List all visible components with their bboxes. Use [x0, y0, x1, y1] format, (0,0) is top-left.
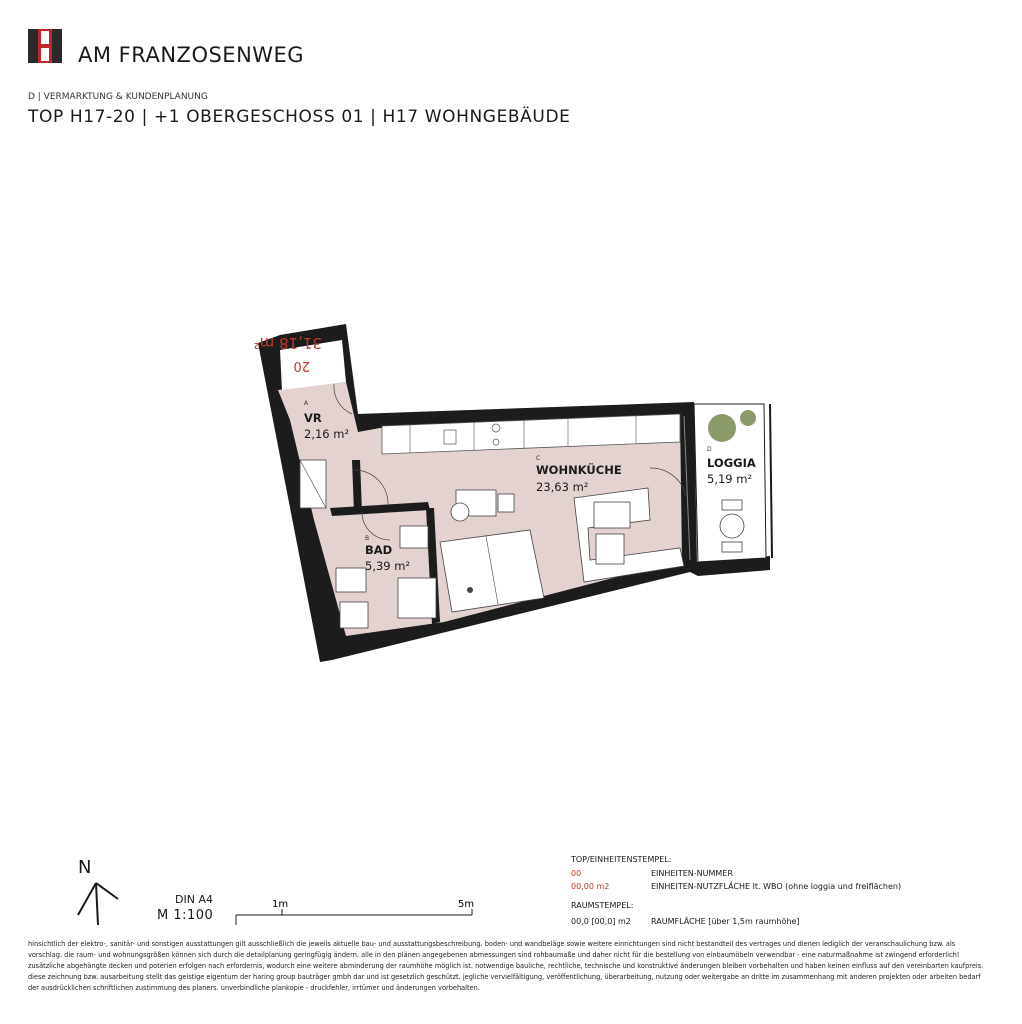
disclaimer-line: zusätzliche abgehängte decken und poterien erfolgen nach erfordernis, wodurch eine weitere abminderung der raumhöhe möglich ist. notwendige bauliche, rechtliche, technische und konstruktive änderungen bleiben vorbehalten und haben keinen einfluss auf den vereinbarten kaufpreis. — [28, 962, 984, 970]
loggia-chair — [722, 542, 742, 552]
disclaimer-line: vorschlag. die raum- und wohnungsgrößen können sich durch die detailplanung geringfügig ändern. alle in den plänen angegebenen abmessungen sind rohbaumaße und daher nicht für die bestellung von einbaumöbeln verwendbar - eine naturmaßnahme ist zwingend erforderlich! — [28, 951, 960, 959]
chair-icon — [498, 494, 514, 512]
legal-disclaimer — [28, 939, 996, 994]
legend-text: EINHEITEN-NUMMER — [651, 869, 733, 878]
room-area-vr: 2,16 m² — [304, 427, 350, 441]
loggia-chair — [722, 500, 742, 510]
room-name-bad: BAD — [365, 543, 393, 557]
room-letter-loggia: D — [707, 446, 712, 453]
legend-code: 00 — [571, 869, 582, 878]
unit-number: 20 — [293, 358, 310, 373]
loggia-plant-icon — [708, 414, 736, 442]
coffee-table — [594, 502, 630, 528]
loggia-plant-icon — [740, 410, 756, 426]
page-title: TOP H17-20 | +1 OBERGESCHOSS 01 | H17 WOHNGEBÄUDE — [28, 107, 571, 127]
washing-machine — [336, 568, 366, 592]
north-label: N — [78, 857, 92, 878]
disclaimer-line: diese zeichnung bzw. ausarbeitung stellt das geistige eigentum der haring group bauträger gmbh dar und ist gesetzlich geschützt. jegliche vervielfältigung, veröffentlichung, überarbeitung, nutzung oder weitergabe an dritte im zusammenhang mit anderen projekten oder arbeiten bedarf — [28, 973, 981, 981]
room-area-loggia: 5,19 m² — [707, 472, 753, 486]
paper-format: DIN A4 — [175, 893, 213, 906]
room-letter-vr: A — [304, 400, 309, 407]
room-name-loggia: LOGGIA — [707, 456, 756, 470]
legend-code: 00,00 m2 — [571, 882, 610, 891]
legend-code: 00,0 [00,0] m2 — [571, 917, 631, 926]
stamp-legend — [571, 854, 1011, 934]
chair-icon — [451, 503, 469, 521]
disclaimer-line: hinsichtlich der elektro-, sanitär- und sonstigen ausstattungen gilt ausschließlich die jeweils aktuelle bau- und ausstattungsbeschreibung. boden- und wandbeläge sowie weitere einrichtungen sind nicht bestandteil des vertrages und dienen lediglich der veranschaulichung bzw. als — [28, 940, 956, 948]
toilet — [340, 602, 368, 628]
room-area-bad: 5,39 m² — [365, 559, 411, 573]
document-kicker: D | VERMARKTUNG & KUNDENPLANUNG — [28, 92, 208, 102]
room-letter-wohnkueche: C — [536, 455, 541, 462]
north-arrow-icon — [70, 855, 126, 927]
scale-label-1m: 1m — [272, 899, 289, 910]
plant-icon — [467, 587, 473, 593]
room-name-wohnkueche: WOHNKÜCHE — [536, 463, 622, 477]
loggia-rail — [770, 404, 772, 558]
scale-label-5m: 5m — [458, 899, 475, 910]
washbasin — [400, 526, 428, 548]
brand-name: AM FRANZOSENWEG — [78, 43, 305, 67]
legend-text: RAUMFLÄCHE [über 1,5m raumhöhe] — [651, 917, 800, 926]
legend-text: EINHEITEN-NUTZFLÄCHE lt. WBO (ohne loggia und freiflächen) — [651, 882, 902, 891]
drawing-scale: M 1:100 — [157, 908, 214, 923]
room-letter-bad: B — [365, 535, 370, 542]
shower — [398, 578, 436, 618]
disclaimer-line: der ausdrücklichen schriftlichen zustimmung des planers. unverbindliche plankopie - druckfehler, irrtümer und änderungen vorbehalten. — [28, 984, 480, 992]
unit-area: 31,18 m² — [253, 334, 322, 352]
loggia-table — [720, 514, 744, 538]
legend-title-top: TOP/EINHEITENSTEMPEL: — [571, 855, 672, 864]
room-area-wohnkueche: 23,63 m² — [536, 480, 589, 494]
room-name-vr: VR — [304, 411, 322, 425]
armchair — [596, 534, 624, 564]
legend-title-room: RAUMSTEMPEL: — [571, 901, 634, 910]
scale-bar — [232, 895, 482, 927]
